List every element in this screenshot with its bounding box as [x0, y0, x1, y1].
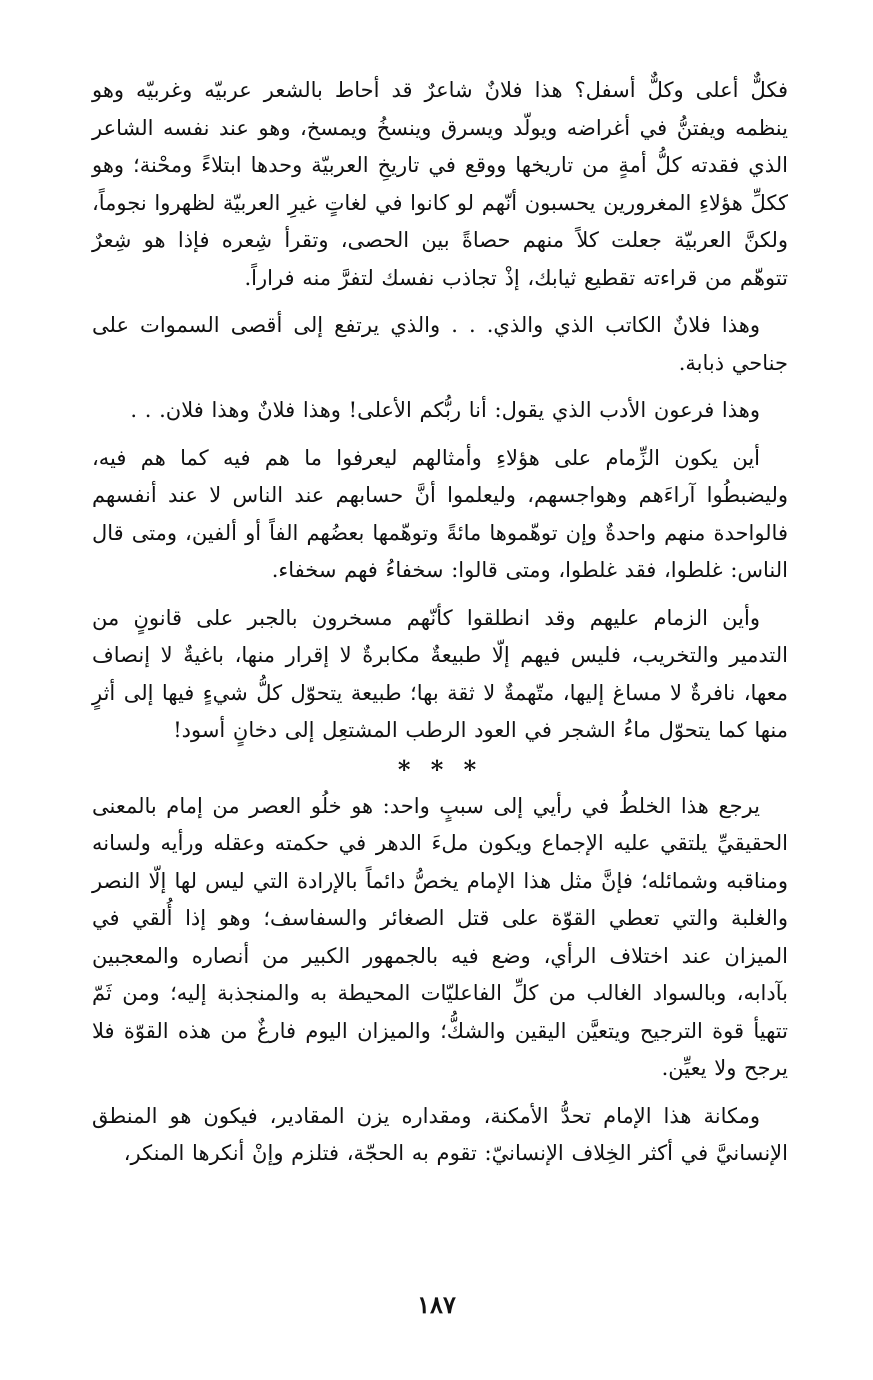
paragraph-3: وهذا فرعون الأدب الذي يقول: أنا ربُّكم الأعلى! وهذا فلانٌ وهذا فلان. . . [130, 398, 760, 422]
page-number: ١٨٧ [417, 1290, 456, 1319]
page-body [92, 72, 788, 1173]
paragraph-6: يرجع هذا الخلطُ في رأيي إلى سببٍ واحد: هو خلُو العصر من إمام بالمعنى الحقيقيِّ يلتقي عليه الإجماع ويكون ملءَ الدهر في حكمته وعقله ورأيه ولسانه ومناقبه وشمائله؛ فإنَّ مثل هذا الإمام يخصُّ دائماً بالإرادة التي ليس لها إلّا النصر والغلبة والتي تعطي القوّة على قتل الصغائر والسفاسف؛ وهو إذا أُلقي في الميزان عند اختلاف الرأي، وضع فيه بالجمهور الكبير من أنصاره والمعجبين بآدابه، وبالسواد الغالب من كلِّ الفاعليّات المحيطة به والمنجذبة إليه؛ ومن ثَمّ تتهيأ قوة الترجيح ويتعيَّن اليقين والشكُّ؛ والميزان اليوم فارغٌ من هذه القوّة فلا يرجح ولا يعيِّن. [92, 793, 788, 1080]
paragraph-7: ومكانة هذا الإمام تحدُّ الأمكنة، ومقداره يزن المقادير، فيكون هو المنطق الإنسانيَّ في أكثر الخِلاف الإنسانيّ: تقوم به الحجّة، فتلزم وإنْ أنكرها المنكر، [92, 1103, 788, 1165]
paragraph-5: وأين الزمام عليهم وقد انطلقوا كأنّهم مسخرون بالجبر على قانونٍ من التدمير والتخريب، فليس فيهم إلّا طبيعةٌ مكابرةٌ لا إقرار منها، باغيةٌ لا إنصاف معها، نافرةٌ لا مساغ إليها، متّهمةٌ لا ثقة بها؛ طبيعة يتحوّل كلُّ شيءٍ فيها إلى أثرٍ منها كما يتحوّل ماءُ الشجر في العود الرطب المشتعِل إلى دخانٍ أسود! [92, 605, 788, 742]
paragraph-1: فكلٌّ أعلى وكلٌّ أسفل؟ هذا فلانٌ شاعرٌ قد أحاط بالشعر عربيّه وغربيّه وهو ينظمه ويفتنُّ في أغراضه ويولّد ويسرق وينسخُ ويمسخ، وهو عند نفسه الشاعر الذي فقدته كلُّ أمةٍ من تاريخها ووقع في تاريخِ العربيّة وحدها ابتلاءً ومحْنة؛ وهو ككلِّ هؤلاءِ المغرورين يحسبون أنّهم لو كانوا في لغاتٍ غيرِ العربيّة لظهروا نجوماً، ولكنَّ العربيّة جعلت كلاً منهم حصاةً بين الحصى، وتقرأ شِعره فإذا هو شِعرٌ تتوهّم من قراءته تقطيع ثيابك، إذْ تجاذب نفسك لتفرَّ منه فراراً. [92, 78, 788, 290]
paragraph-4: أين يكون الزِّمام على هؤلاءِ وأمثالهم ليعرفوا ما هم فيه كما هم فيه، وليضبطُوا آراءَهم وهواجسهم، وليعلموا أنَّ حسابهم عند الناس لا عند أنفسهم فالواحدة منهم واحدةٌ وإن توهّموها مائةً وتوهّمها بعضُهم الفاً أو ألفين، ومتى قال الناس: غلطوا، فقد غلطوا، ومتى قالوا: سخفاءُ فهم سخفاء. [92, 445, 788, 582]
section-separator: * * * [397, 754, 483, 784]
paragraph-2: وهذا فلانٌ الكاتب الذي والذي. . . والذي يرتفع إلى أقصى السموات على جناحي ذبابة. [92, 313, 788, 375]
